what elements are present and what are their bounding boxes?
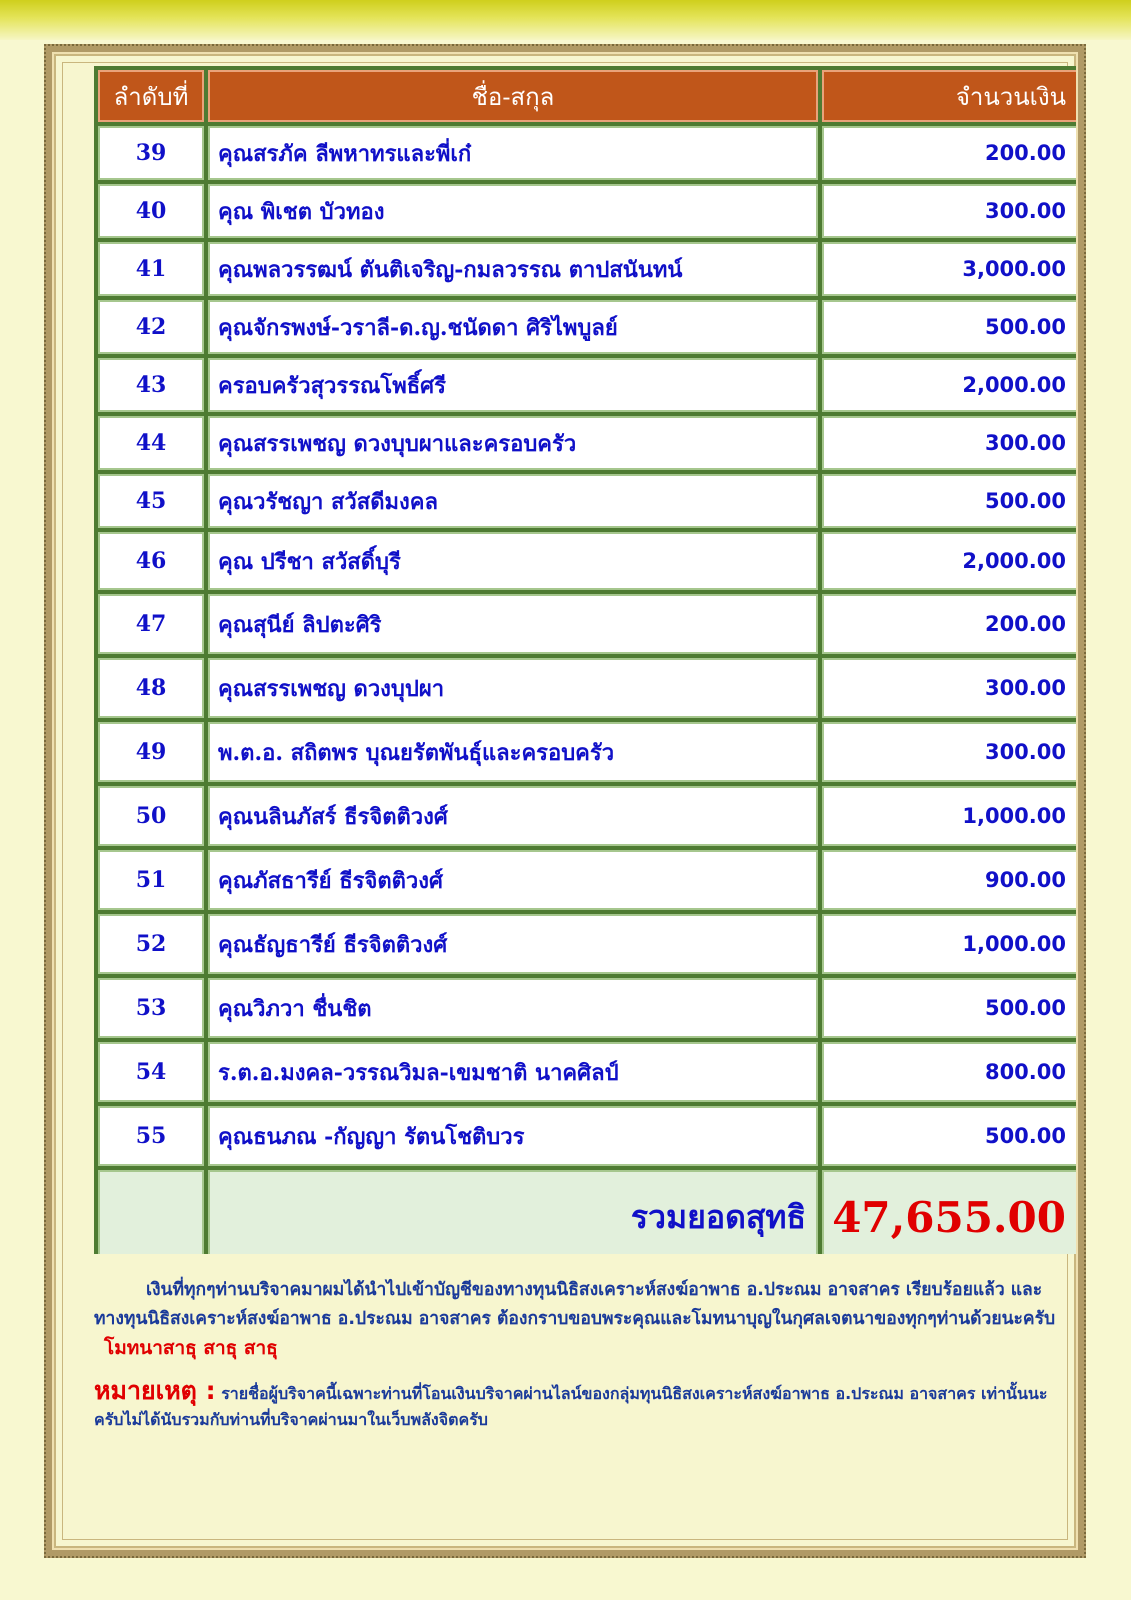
donor-table-container	[94, 66, 1076, 1254]
table-row	[98, 358, 1076, 412]
table-row	[98, 126, 1076, 180]
thanks-text: เงินที่ทุกๆท่านบริจาคมาผมได้นำไปเข้าบัญชีของทางทุนนิธิสงเคราะห์สงฆ์อาพาธ อ.ประณม อาจสาคร เรียบร้อยแล้ว และทางทุนนิธิสงเคราะห์สงฆ์อาพาธ อ.ประณม อาจสาคร ต้องกราบขอบพระคุณและโมทนาบุญในกุศลเจตนาของทุกๆท่านด้วยนะครับ	[94, 1280, 1056, 1329]
row-name: พ.ต.อ. สถิตพร บุณยรัตพันธุ์และครอบครัว	[208, 722, 818, 782]
row-amount: 300.00	[822, 416, 1076, 470]
table-row	[98, 914, 1076, 974]
row-name: คุณสรรเพชญ ดวงบุบผาและครอบครัว	[208, 416, 818, 470]
table-header-row	[98, 70, 1076, 122]
table-row	[98, 474, 1076, 528]
row-number: 43	[98, 358, 204, 412]
row-amount: 2,000.00	[822, 532, 1076, 590]
row-amount: 2,000.00	[822, 358, 1076, 412]
table-row	[98, 184, 1076, 238]
row-number: 50	[98, 786, 204, 846]
table-row	[98, 722, 1076, 782]
row-name: คุณ พิเชต บัวทอง	[208, 184, 818, 238]
row-number: 48	[98, 658, 204, 718]
row-amount: 1,000.00	[822, 786, 1076, 846]
row-name: คุณภัสธารีย์ ธีรจิตติวงศ์	[208, 850, 818, 910]
row-number: 39	[98, 126, 204, 180]
row-number: 41	[98, 242, 204, 296]
total-value: 47,655.00	[822, 1170, 1076, 1254]
blessing-text: โมทนาสาธุ สาธุ สาธุ	[104, 1337, 278, 1359]
row-number: 46	[98, 532, 204, 590]
header-number: ลำดับที่	[98, 70, 204, 122]
table-row	[98, 1106, 1076, 1166]
row-number: 49	[98, 722, 204, 782]
row-number: 40	[98, 184, 204, 238]
row-name: คุณธนภณ -กัญญา รัตนโชติบวร	[208, 1106, 818, 1166]
row-number: 53	[98, 978, 204, 1038]
row-name: ครอบครัวสุวรรณโพธิ์ศรี	[208, 358, 818, 412]
remark	[94, 1378, 1072, 1433]
header-amount: จำนวนเงิน	[822, 70, 1076, 122]
table-row	[98, 300, 1076, 354]
table-row	[98, 532, 1076, 590]
remark-text: รายชื่อผู้บริจาคนี้เฉพาะท่านที่โอนเงินบริจาคผ่านไลน์ของกลุ่มทุนนิธิสงเคราะห์สงฆ์อาพาธ อ.ประณม อาจสาคร เท่านั้นนะครับไม่ได้นับรวมกับท่านที่บริจาคผ่านมาในเว็บพลังจิตครับ	[94, 1384, 1048, 1429]
total-empty-cell	[98, 1170, 204, 1254]
row-amount: 800.00	[822, 1042, 1076, 1102]
total-label: รวมยอดสุทธิ	[208, 1170, 818, 1254]
row-amount: 500.00	[822, 978, 1076, 1038]
row-amount: 200.00	[822, 594, 1076, 654]
row-amount: 500.00	[822, 1106, 1076, 1166]
row-amount: 300.00	[822, 722, 1076, 782]
row-number: 51	[98, 850, 204, 910]
row-name: คุณจักรพงษ์-วราลี-ด.ญ.ชนัดดา ศิริไพบูลย์	[208, 300, 818, 354]
table-row	[98, 850, 1076, 910]
table-row	[98, 978, 1076, 1038]
row-amount: 1,000.00	[822, 914, 1076, 974]
row-name: ร.ต.อ.มงคล-วรรณวิมล-เขมชาติ นาคศิลป์	[208, 1042, 818, 1102]
total-row	[98, 1170, 1076, 1254]
table-row	[98, 242, 1076, 296]
row-number: 55	[98, 1106, 204, 1166]
row-number: 54	[98, 1042, 204, 1102]
table-row	[98, 416, 1076, 470]
row-amount: 300.00	[822, 184, 1076, 238]
notes-section	[94, 1276, 1072, 1433]
row-number: 52	[98, 914, 204, 974]
top-gradient-band	[0, 0, 1131, 40]
row-amount: 500.00	[822, 474, 1076, 528]
row-number: 44	[98, 416, 204, 470]
row-name: คุณนลินภัสร์ ธีรจิตติวงศ์	[208, 786, 818, 846]
table-row	[98, 594, 1076, 654]
row-number: 45	[98, 474, 204, 528]
row-name: คุณ ปรีชา สวัสดิ์บุรี	[208, 532, 818, 590]
row-amount: 300.00	[822, 658, 1076, 718]
row-name: คุณวรัชญา สวัสดีมงคล	[208, 474, 818, 528]
row-name: คุณวิภวา ชื่นชิต	[208, 978, 818, 1038]
donor-table	[94, 66, 1076, 1254]
row-number: 47	[98, 594, 204, 654]
row-name: คุณสรภัค ลีพหาทรและพี่เก๋	[208, 126, 818, 180]
row-number: 42	[98, 300, 204, 354]
row-amount: 3,000.00	[822, 242, 1076, 296]
thanks-paragraph	[94, 1276, 1072, 1364]
row-name: คุณสรรเพชญ ดวงบุปผา	[208, 658, 818, 718]
row-amount: 500.00	[822, 300, 1076, 354]
header-name: ชื่อ-สกุล	[208, 70, 818, 122]
remark-title: หมายเหตุ :	[94, 1376, 216, 1405]
row-name: คุณพลวรรฒน์ ตันติเจริญ-กมลวรรณ ตาปสนันทน์	[208, 242, 818, 296]
table-row	[98, 658, 1076, 718]
row-name: คุณธัญธารีย์ ธีรจิตติวงศ์	[208, 914, 818, 974]
table-row	[98, 786, 1076, 846]
row-name: คุณสุนีย์ ลิปตะศิริ	[208, 594, 818, 654]
row-amount: 900.00	[822, 850, 1076, 910]
row-amount: 200.00	[822, 126, 1076, 180]
table-row	[98, 1042, 1076, 1102]
